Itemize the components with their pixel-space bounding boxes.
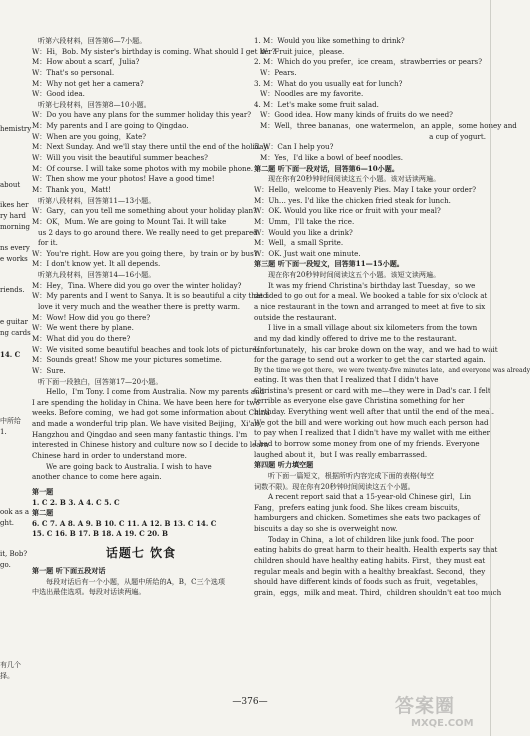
dialogue-line: W：Then show me your photos! Have a good time! (32, 174, 215, 184)
answer-heading: 第一题 (32, 486, 54, 496)
edge-fragment: ry hard (0, 212, 27, 220)
answer-heading: 第二题 (32, 508, 54, 518)
passage-line: I had to borrow some money from one of my friends. Everyone (254, 439, 480, 448)
monologue-line: I are spending the holiday in China. We have been here for two (32, 397, 260, 407)
edge-fragment: hemistry (0, 125, 32, 133)
dialogue-line: for it. (38, 238, 58, 248)
passage-line: birthday. Everything went well after that until the end of the meal. (254, 407, 495, 417)
passage-line: a nice restaurant in the town and arranged to meet at five to six (254, 302, 486, 312)
instruction-line: 现在你有20秒钟时间阅读这五个小题。该短文读两遍。 (268, 270, 441, 280)
dialogue-line: W：We visited some beautiful beaches and took lots of pictures. (32, 344, 263, 354)
passage-line: and my dad kindly offered to drive me to the restaurant. (254, 333, 457, 343)
edge-fragment: 1. (0, 428, 7, 436)
dialogue-line: W：Fruit juice，please. (260, 46, 345, 56)
dialogue-line: M：Well，a small Sprite. (254, 238, 344, 248)
answer-key-row: 15. C 16. B 17. B 18. A 19. C 20. B (32, 529, 168, 539)
left-column (32, 36, 276, 598)
monologue-line: We are going back to Australia. I wish to have (46, 461, 212, 471)
edge-fragment: ns every (0, 244, 30, 252)
passage-line: By the time we got there，we were twenty-five minutes late，and everyone was already (254, 366, 530, 374)
dialogue-line: W：When are you going，Kate? (32, 131, 147, 141)
watermark-url: MXQE.COM (411, 718, 474, 729)
right-page-edge (490, 0, 501, 736)
dialogue-line: 2. M：Which do you prefer，ice cream，strawberries or pears? (254, 57, 483, 67)
edge-fragment: ght. (0, 519, 15, 527)
monologue-line: interested in Chinese history and culture now so I decide to learn (32, 440, 269, 450)
dialogue-line: W：That's so personal. (32, 67, 115, 77)
edge-fragment: 中所给 (0, 417, 21, 425)
passage-line: regular meals and begin with a healthy breakfast. Second，they (254, 566, 486, 576)
dialogue-line: W：Do you have any plans for the summer holiday this year? (32, 110, 252, 120)
instruction-line: 词数不限)。现在你有20秒钟时间阅读这五个小题。 (254, 481, 415, 491)
passage-line: grain，eggs，milk and meat. Third，children shouldn't eat too much (254, 587, 502, 597)
passage-line: hamburgers and chicken. Sometimes she eats two packages of (254, 513, 481, 523)
dialogue-line: W：Would you like a drink? (254, 227, 353, 237)
section-heading: 听第七段材料，回答第8—10小题。 (38, 99, 151, 109)
dialogue-line: W：Will you visit the beautiful summer beaches? (32, 153, 208, 163)
dialogue-line: W：We went there by plane. (32, 323, 134, 333)
dialogue-line: W：Hello，welcome to Heavenly Pies. May I take your order? (254, 184, 477, 194)
dialogue-line: M：Thank you，Matt! (32, 184, 111, 194)
passage-line: eating habits do great harm to their health. Health experts say that (254, 545, 498, 555)
passage-line: It was my friend Christina's birthday last Tuesday，so we (268, 280, 476, 290)
dialogue-line: us 2 days to go around there. We really need to get prepared (38, 227, 258, 237)
passage-line: A recent report said that a 15-year-old Chinese girl，Lin (268, 492, 472, 502)
dialogue-line: W：Gary，can you tell me something about your holiday plan? (32, 206, 257, 216)
answer-key-row: 1. C 2. B 3. A 4. C 5. C (32, 497, 120, 507)
dialogue-line: W：OK. Would you like rice or fruit with your meal? (254, 206, 441, 216)
dialogue-line: M：Hey，Tina. Where did you go over the winter holiday? (32, 280, 242, 290)
monologue-line: another chance to come here again. (32, 472, 162, 482)
section-heading: 第三题 听下面一段短文，回答第11—15小题。 (254, 259, 404, 269)
dialogue-line: 5. W：Can I help you? (254, 142, 334, 152)
section-heading: 第四题 听力填空题 (254, 460, 314, 470)
dialogue-line: W：Hi，Bob. My sister's birthday is coming. What should I get her? (32, 46, 276, 56)
edge-fragment: ng cards (0, 329, 31, 337)
passage-line: children should have healthy eating habits. First，they must eat (254, 556, 486, 566)
dialogue-line: a cup of yogurt. (429, 131, 486, 141)
dialogue-line: W：Good idea. How many kinds of fruits do we need? (260, 110, 453, 120)
edge-fragment: e works (0, 255, 28, 263)
dialogue-line: M：Yes，I'd like a bowl of beef noodles. (260, 153, 404, 163)
section-heading: 第二题 听下面一段对话，回答第6—10小题。 (254, 163, 399, 173)
watermark-logo (395, 692, 490, 732)
instruction-line: 听下面一篇短文，根据所听内容完成下面的表格(每空 (268, 470, 434, 480)
edge-fragment: 14. C (0, 350, 21, 359)
dialogue-line: 3. M：What do you usually eat for lunch? (254, 78, 403, 88)
instruction-line: 中选出最佳选项。每段对话读两遍。 (32, 587, 146, 597)
lesson-title: 话题七 饮食 (105, 546, 177, 561)
section-heading: 听第八段材料，回答第11—13小题。 (38, 195, 156, 205)
dialogue-line: M：How about a scarf，Julia? (32, 57, 140, 67)
dialogue-line: M：My parents and I are going to Qingdao. (32, 121, 189, 131)
edge-fragment: 择。 (0, 672, 14, 680)
page-number: —376— (232, 697, 268, 707)
edge-fragment: about (0, 181, 21, 189)
dialogue-line: W：Sure. (32, 365, 66, 375)
section-heading: 听第六段材料，回答第6—7小题。 (38, 36, 147, 45)
edge-fragment: go. (0, 561, 11, 569)
dialogue-line: 1. M：Would you like something to drink? (254, 36, 405, 45)
monologue-line: Chinese hard in order to understand more. (32, 450, 187, 460)
dialogue-line: W：You're right. How are you going there，by train or by bus? (32, 248, 258, 258)
instruction-line: 现在你有20秒钟时间阅读这五个小题。该对话读两遍。 (268, 174, 441, 184)
dialogue-line: M：Next Sunday. And we'll stay there until the end of the holiday. (32, 142, 269, 152)
passage-line: for the garage to send out a worker to get the car started again. (254, 355, 486, 365)
dialogue-line: love it very much and the weather there is pretty warm. (38, 302, 240, 312)
dialogue-line: W：Noodles are my favorite. (260, 89, 364, 99)
passage-line: biscuits a day so she is overweight now. (254, 524, 398, 534)
passage-line: Today in China，a lot of children like junk food. The poor (268, 534, 474, 544)
dialogue-line: M：I don't know yet. It all depends. (32, 259, 161, 269)
monologue-line: Hello，I'm Tony. I come from Australia. Now my parents and (46, 387, 265, 397)
monologue-line: and made a wonderful trip plan. We have visited Beijing，Xi'an， (32, 419, 267, 429)
section-heading: 听下面一段独白，回答第17—20小题。 (38, 376, 163, 386)
passage-line: laughed about it，but I was really embarrassed. (254, 449, 428, 459)
passage-line: Christina's present or card with me—they were in Dad's car. I felt (254, 385, 491, 395)
passage-line: Unfortunately，his car broke down on the way，and we had to wait (254, 344, 498, 354)
dialogue-line: M：Uh… yes. I'd like the chicken fried steak for lunch. (254, 195, 451, 205)
passage-line: outside the restaurant. (254, 312, 337, 322)
passage-line: terrible as everyone else gave Christina something for her (254, 396, 465, 406)
dialogue-line: M：Wow! How did you go there? (32, 312, 151, 322)
dialogue-line: M：Of course. I will take some photos with my mobile phone. (32, 163, 254, 173)
dialogue-line: M：Umm，I'll take the rice. (254, 216, 355, 226)
passage-line: decided to go out for a meal. We booked a table for six o'clock at (254, 291, 488, 301)
dialogue-line: W：My parents and I went to Sanya. It is so beautiful a city that I (32, 291, 268, 301)
passage-line: eating. It was then that I realized that I didn't have (254, 375, 439, 385)
edge-fragment: riends. (0, 286, 25, 294)
dialogue-line: M：OK，Mum. We are going to Mount Tai. It will take (32, 216, 227, 226)
instruction-line: 每段对话后有一个小题，从题中所给的A，B，C三个选项 (46, 576, 225, 586)
right-column (254, 36, 530, 599)
dialogue-line: W：Good idea. (32, 89, 85, 99)
watermark-text: 答案圈 (395, 695, 456, 717)
dialogue-line: M：Sounds great! Show me your pictures sometime. (32, 355, 222, 365)
edge-fragment: ook as a (0, 508, 30, 516)
passage-line: I live in a small village about six kilometers from the town (268, 323, 478, 333)
edge-fragment: morning (0, 223, 30, 231)
monologue-line: Hangzhou and Qingdao and seen many fantastic things. I'm (32, 429, 248, 439)
passage-line: We got the bill and were working out how much each person had (254, 417, 489, 427)
edge-fragment: it, Bob? (0, 550, 28, 558)
passage-line: to pay when I realized that I didn't have my wallet with me either. (254, 428, 492, 438)
dialogue-line: 4. M：Let's make some fruit salad. (254, 99, 379, 109)
passage-line: Fang，prefers eating junk food. She likes cream biscuits， (254, 502, 465, 512)
dialogue-line: W：Pears. (260, 67, 297, 77)
edge-fragment: 有几个 (0, 661, 21, 669)
dialogue-line: M：What did you do there? (32, 333, 131, 343)
answer-key-row: 6. C 7. A 8. A 9. B 10. C 11. A 12. B 13. C 14. C (32, 518, 217, 528)
monologue-line: weeks. Before coming，we had got some information about China (32, 408, 270, 418)
edge-fragment: e guitar (0, 318, 28, 326)
dialogue-line: W：OK. Just wait one minute. (254, 248, 361, 258)
dialogue-line: M：Why not get her a camera? (32, 78, 144, 88)
section-heading: 听第九段材料，回答第14—16小题。 (38, 270, 156, 280)
section-heading: 第一题 听下面五段对话 (32, 566, 106, 576)
dialogue-line: M：Well，three bananas，one watermelon，an apple，some honey and (260, 121, 517, 131)
passage-line: should have different kinds of foods such as fruit，vegetables， (254, 577, 483, 587)
edge-fragment: ikes her (0, 201, 29, 209)
